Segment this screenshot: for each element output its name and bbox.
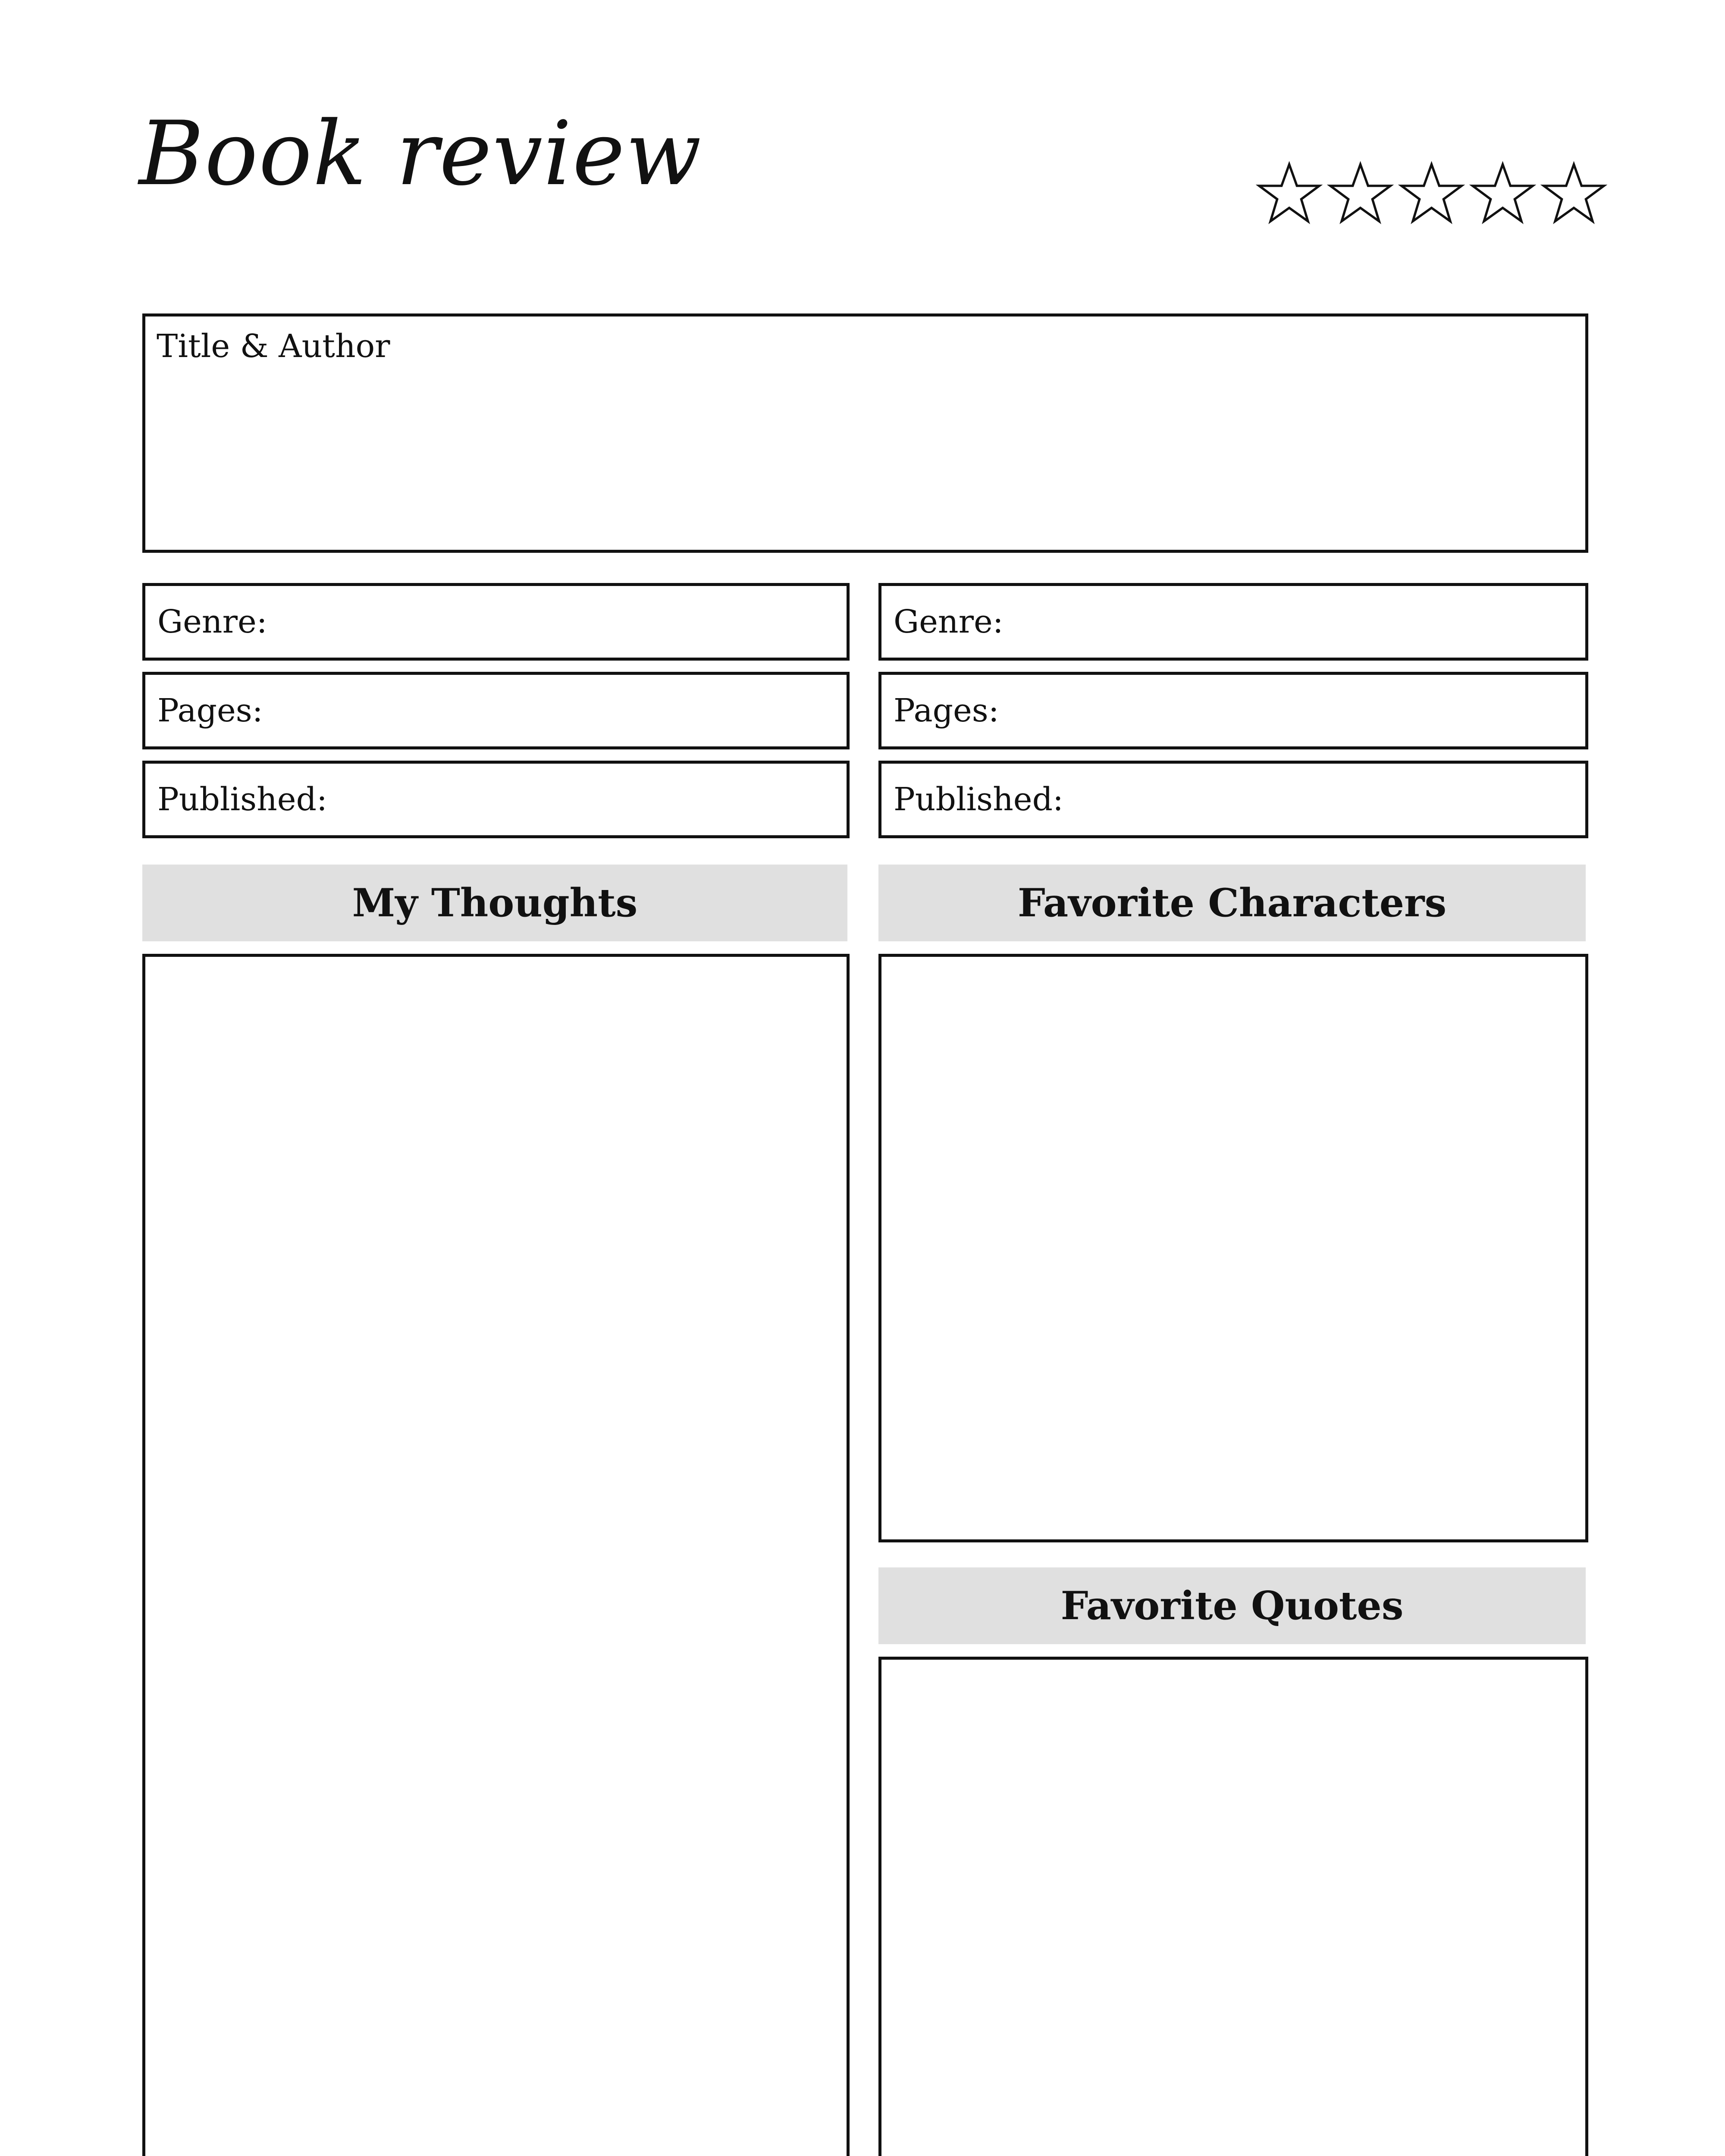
pages-field-left[interactable]: [142, 672, 850, 749]
published-label: Published:: [157, 781, 327, 818]
title-author-field[interactable]: [142, 313, 1588, 553]
star-icon[interactable]: [1256, 160, 1323, 227]
pages-label: Pages:: [894, 692, 999, 729]
favorite-characters-area[interactable]: [878, 954, 1588, 1542]
star-icon[interactable]: [1327, 160, 1394, 227]
pages-label: Pages:: [157, 692, 263, 729]
published-field-right[interactable]: [878, 761, 1588, 838]
genre-label: Genre:: [157, 603, 267, 640]
star-icon[interactable]: [1540, 160, 1607, 227]
my-thoughts-header: My Thoughts: [142, 865, 847, 941]
pages-field-right[interactable]: [878, 672, 1588, 749]
genre-field-right[interactable]: [878, 583, 1588, 661]
published-label: Published:: [894, 781, 1063, 818]
star-icon[interactable]: [1398, 160, 1465, 227]
favorite-quotes-header: Favorite Quotes: [878, 1567, 1586, 1644]
published-field-left[interactable]: [142, 761, 850, 838]
favorite-quotes-area[interactable]: [878, 1657, 1588, 2156]
genre-label: Genre:: [894, 603, 1004, 640]
star-rating[interactable]: [1256, 160, 1607, 227]
star-icon[interactable]: [1469, 160, 1536, 227]
page-title: Book review: [139, 103, 703, 205]
title-author-label: Title & Author: [157, 328, 390, 365]
favorite-characters-header: Favorite Characters: [878, 865, 1586, 941]
my-thoughts-area[interactable]: [142, 954, 850, 2156]
genre-field-left[interactable]: [142, 583, 850, 661]
